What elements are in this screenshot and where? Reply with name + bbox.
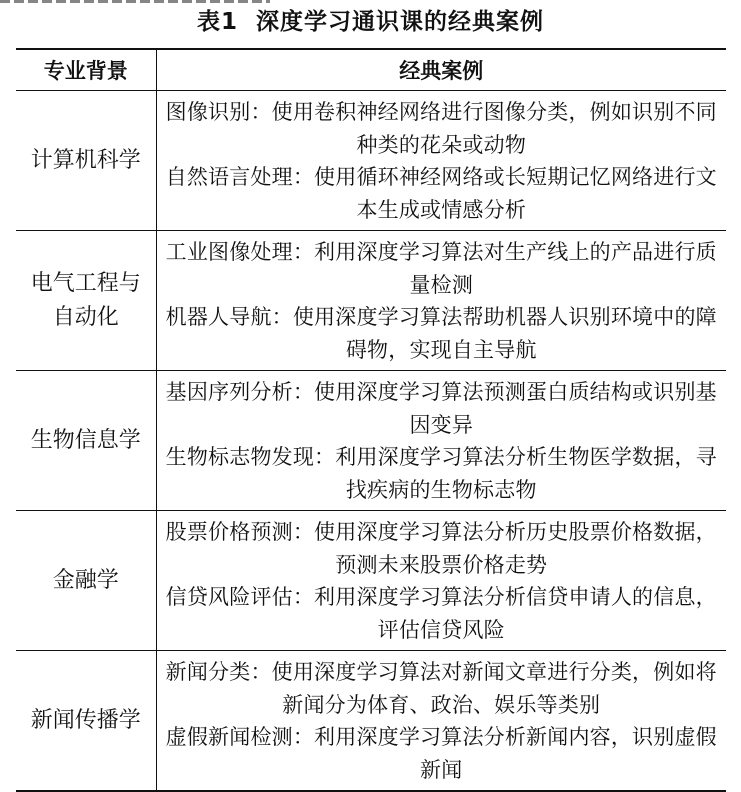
- case-text: 新闻分类：使用深度学习算法对新闻文章进行分类，例如将新闻分为体育、政治、娱乐等类别: [165, 660, 717, 717]
- case-text: 虚假新闻检测：利用深度学习算法分析新闻内容，识别虚假新闻: [165, 725, 717, 782]
- table-row: [16, 371, 726, 511]
- previous-page-text-fragment: [0, 0, 300, 5]
- field-cell: 计算机科学: [16, 91, 156, 231]
- header-field: 专业背景: [16, 49, 156, 91]
- table-number: 表1: [196, 9, 238, 35]
- table-row: [16, 651, 726, 792]
- header-cases: 经典案例: [156, 49, 726, 91]
- field-cell: 新闻传播学: [16, 651, 156, 792]
- cases-cell: [156, 91, 726, 231]
- table-caption: [0, 6, 741, 38]
- cases-cell: [156, 511, 726, 651]
- case-text: 图像识别：使用卷积神经网络进行图像分类，例如识别不同种类的花朵或动物: [165, 100, 717, 157]
- case-text: 生物标志物发现：利用深度学习算法分析生物医学数据，寻找疾病的生物标志物: [165, 445, 717, 502]
- cases-cell: [156, 651, 726, 792]
- cases-cell: [156, 371, 726, 511]
- field-cell: 生物信息学: [16, 371, 156, 511]
- case-text: 基因序列分析：使用深度学习算法预测蛋白质结构或识别基因变异: [165, 380, 717, 437]
- table-row: [16, 91, 726, 231]
- table-row: [16, 511, 726, 651]
- case-text: 机器人导航：使用深度学习算法帮助机器人识别环境中的障碍物，实现自主导航: [165, 305, 717, 362]
- table-title: 深度学习通识课的经典案例: [256, 9, 544, 35]
- field-cell: 电气工程与自动化: [16, 231, 156, 371]
- field-cell: 金融学: [16, 511, 156, 651]
- cases-cell: [156, 231, 726, 371]
- table-row: [16, 231, 726, 371]
- case-text: 工业图像处理：利用深度学习算法对生产线上的产品进行质量检测: [165, 240, 717, 297]
- case-text: 股票价格预测：使用深度学习算法分析历史股票价格数据，预测未来股票价格走势: [165, 520, 717, 577]
- table-header-row: [16, 49, 726, 91]
- classic-cases-table: [16, 48, 726, 792]
- case-text: 信贷风险评估：利用深度学习算法分析信贷申请人的信息，评估信贷风险: [165, 585, 717, 642]
- case-text: 自然语言处理：使用循环神经网络或长短期记忆网络进行文本生成或情感分析: [165, 165, 717, 222]
